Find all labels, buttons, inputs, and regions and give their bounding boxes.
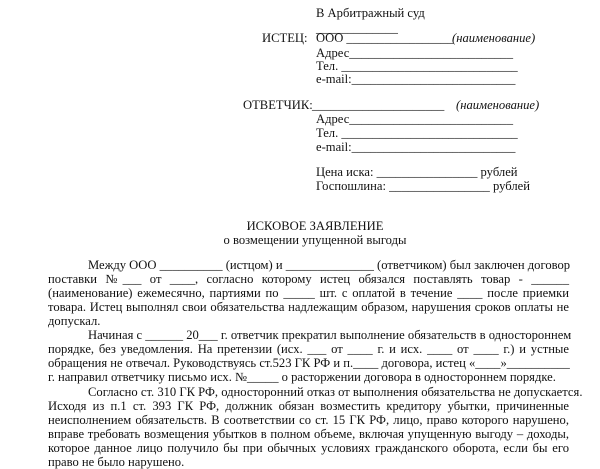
defendant-address: Адрес__________________________ bbox=[316, 112, 514, 126]
p1-line-4: товара. Истец выполнял свои обязательства надлежащим образом, нарушения сроков оплаты не bbox=[48, 300, 569, 314]
plaintiff-email: e-mail:__________________________ bbox=[316, 72, 516, 86]
p1-line-5: допускал. bbox=[48, 314, 101, 328]
claim-price: Цена иска: ________________ рублей bbox=[316, 165, 518, 179]
p2-line-1: Начиная с ______ 20___ г. ответчик прекратил выполнение обязательств в одностороннем bbox=[88, 328, 572, 342]
p3-line-4: вправе требовать возмещения убытков в полном объеме, включая упущенную выгоду – доходы, bbox=[48, 427, 569, 441]
p2-line-2: порядке, без уведомления. На претензии (исх. ___ от ____ г. и исх. ____ от ____ г.) и устные bbox=[48, 342, 569, 356]
court-name-blank: _____________ bbox=[316, 21, 398, 35]
p1-line-3: (наименование) ежемесячно, партиями по _____ шт. с оплатой в течение ____ после приемки bbox=[48, 286, 569, 300]
defendant-name-hint: (наименование) bbox=[456, 98, 540, 112]
defendant-email: e-mail:__________________________ bbox=[316, 140, 516, 154]
p3-line-3: неисполнением обязательств. В соответствии со ст. 15 ГК РФ, лицо, право которого нарушено, bbox=[48, 413, 569, 427]
defendant-label: ОТВЕТЧИК: bbox=[243, 98, 313, 112]
defendant-phone: Тел. ____________________________ bbox=[316, 126, 518, 140]
plaintiff-phone: Тел. ____________________________ bbox=[316, 59, 518, 73]
p1-line-1: Между ООО __________ (истцом) и ______________ (ответчиком) был заключен договор bbox=[88, 258, 571, 272]
defendant-org: _____________________ bbox=[312, 98, 445, 112]
court-line: В Арбитражный суд bbox=[316, 6, 425, 20]
p2-line-4: г. направил ответчику письмо исх. №_____ о расторжении договора в одностороннем порядке. bbox=[48, 370, 556, 384]
document-title: ИСКОВОЕ ЗАЯВЛЕНИЕ bbox=[246, 219, 384, 233]
p2-line-3: обращения не отвечал. Руководствуясь ст.523 ГК РФ и п.____ договора, истец «____»__________ bbox=[48, 356, 570, 370]
plaintiff-name-hint: (наименование) bbox=[452, 31, 536, 45]
state-fee: Госпошлина: ________________ рублей bbox=[316, 179, 530, 193]
p3-line-6: право не было нарушено. bbox=[48, 455, 185, 469]
p3-line-2: Исходя из п.1 ст. 393 ГК РФ, должник обязан возместить кредитору убытки, причиненные bbox=[48, 399, 569, 413]
plaintiff-address: Адрес__________________________ bbox=[316, 46, 514, 60]
p3-line-1: Согласно ст. 310 ГК РФ, односторонний отказ от выполнения обязательства не допускается. bbox=[88, 385, 583, 399]
p3-line-5: которое данное лицо получило бы при обычных условиях гражданского оборота, если бы его bbox=[48, 441, 569, 455]
document-subtitle: о возмещении упущенной выгоды bbox=[223, 233, 407, 247]
p1-line-2: поставки №___ от ____, согласно которому истец обязался поставлять товар - ______ bbox=[48, 272, 569, 286]
plaintiff-org: ООО _________________ bbox=[316, 31, 454, 45]
plaintiff-label: ИСТЕЦ: bbox=[262, 31, 308, 45]
